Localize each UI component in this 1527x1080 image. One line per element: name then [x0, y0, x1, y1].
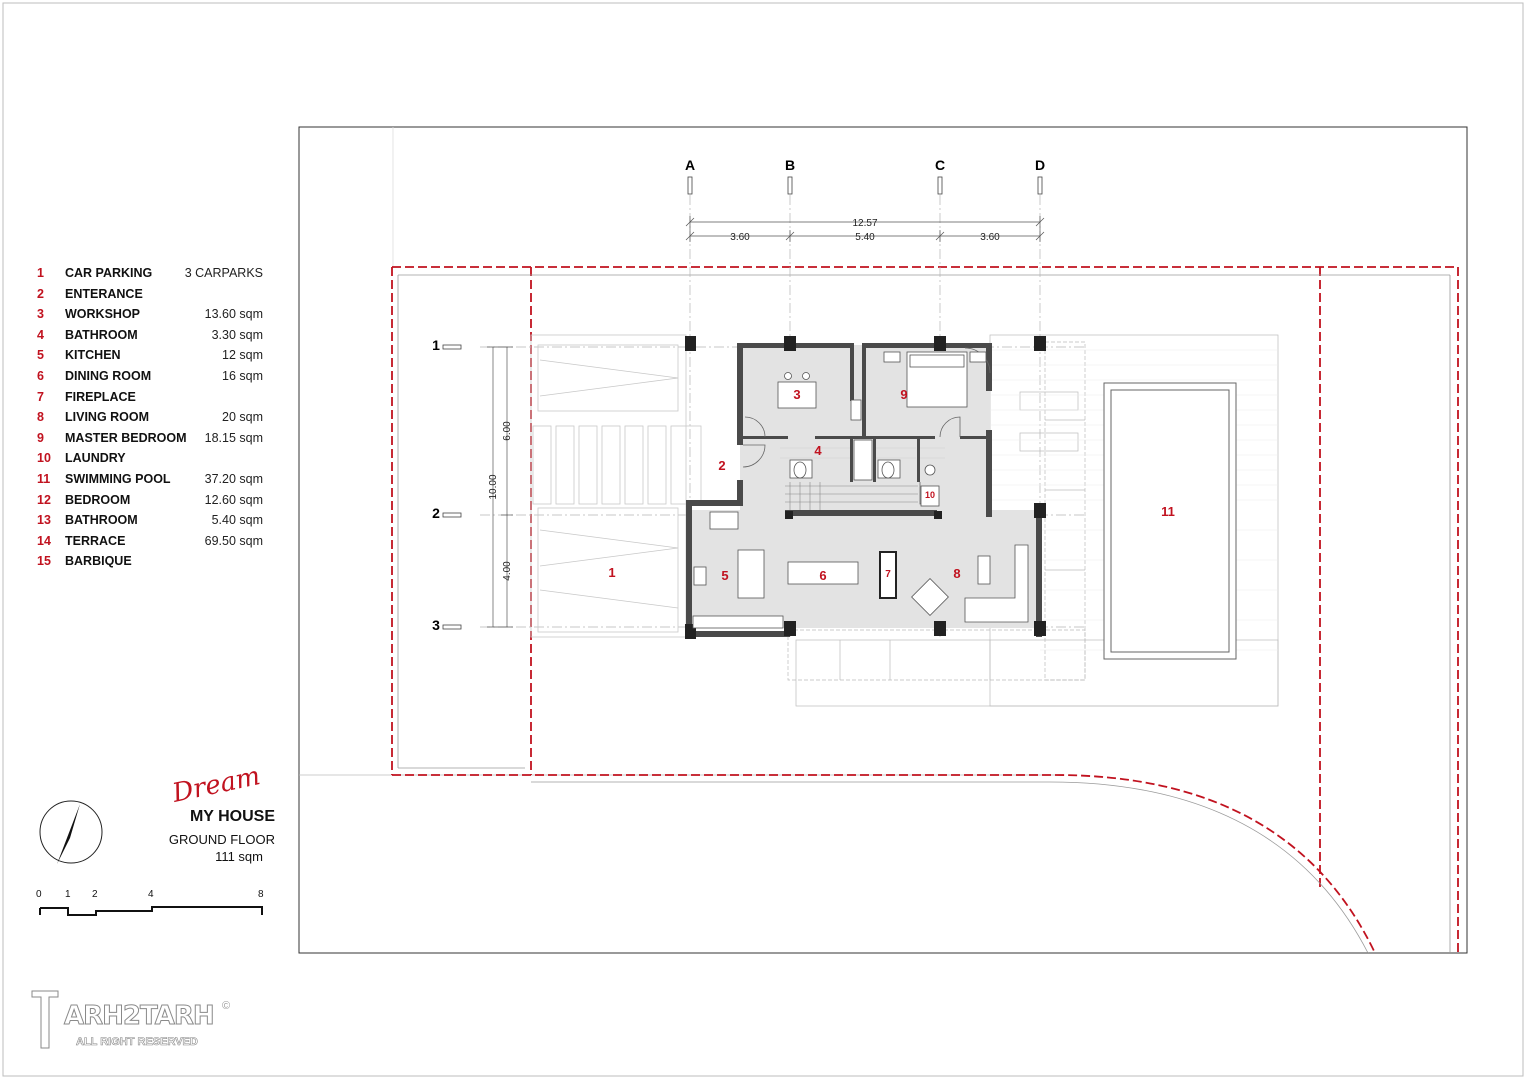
scale-bar [40, 907, 262, 915]
legend-room-name: TERRACE [65, 533, 126, 548]
legend-number: 5 [37, 348, 44, 363]
grid-label-b: B [784, 157, 796, 173]
dim-side-total: 10.00 [488, 474, 499, 500]
room-tag-kitchen: 5 [721, 568, 729, 583]
legend-number: 6 [37, 368, 44, 383]
grid-label-d: D [1034, 157, 1046, 173]
legend-number: 7 [37, 389, 44, 404]
room-tag-master-bedroom: 9 [900, 387, 908, 402]
legend-item [37, 387, 267, 408]
legend-room-area: 18.15 sqm [204, 430, 263, 445]
legend-room-area: 37.20 sqm [204, 471, 263, 486]
legend-item [37, 490, 267, 511]
legend-item [37, 366, 267, 387]
legend-room-name: ENTERANCE [65, 286, 143, 301]
legend-item [37, 263, 267, 284]
title-name: MY HOUSE [189, 808, 275, 825]
legend-item [37, 448, 267, 469]
legend-room-name: LIVING ROOM [65, 410, 150, 425]
legend-room-name: SWIMMING POOL [65, 471, 171, 486]
legend-item [37, 304, 267, 325]
legend-item [37, 428, 267, 449]
legend-item [37, 551, 267, 572]
dim-top-bc: 5.40 [855, 232, 875, 243]
room-tag-entrance: 2 [718, 458, 726, 473]
legend-room-area: 5.40 sqm [211, 513, 263, 528]
scale-label-2: 2 [92, 889, 98, 900]
legend-room-area: 3.30 sqm [211, 327, 263, 342]
watermark-rights: ALL RIGHT RESERVED [76, 1036, 198, 1048]
legend-room-name: LAUNDRY [65, 451, 126, 466]
legend-room-name: BATHROOM [65, 513, 138, 528]
legend-number: 14 [37, 533, 51, 548]
legend-number: 8 [37, 410, 44, 425]
room-tag-parking: 1 [608, 565, 616, 580]
dim-side-lower: 4.00 [502, 561, 513, 581]
legend-item [37, 284, 267, 305]
dim-side-upper: 6.00 [502, 421, 513, 441]
room-tag-bathroom: 4 [814, 443, 822, 458]
watermark-t-icon [30, 988, 60, 1050]
room-tag-laundry: 10 [924, 490, 936, 500]
legend-room-name: BARBIQUE [65, 554, 132, 569]
legend-room-name: CAR PARKING [65, 266, 153, 280]
scale-label-4: 4 [148, 889, 154, 900]
grid-label-c: C [934, 157, 946, 173]
legend-number: 11 [37, 471, 51, 486]
title-floor: GROUND FLOOR [168, 832, 275, 847]
scale-label-0: 0 [36, 889, 42, 900]
room-tag-living: 8 [953, 566, 961, 581]
legend-room-name: DINING ROOM [65, 368, 152, 383]
legend-room-area: 3 CARPARKS [184, 266, 263, 280]
legend-room-name: FIREPLACE [65, 389, 136, 404]
room-tag-pool: 11 [1161, 504, 1175, 519]
north-arrow [40, 801, 102, 864]
legend-item [37, 531, 267, 552]
legend-item [37, 407, 267, 428]
legend-room-area: 12.60 sqm [204, 492, 263, 507]
legend-room-name: KITCHEN [65, 348, 121, 363]
dim-top-total: 12.57 [852, 218, 878, 229]
room-legend [37, 263, 267, 572]
legend-item [37, 345, 267, 366]
legend-number: 13 [37, 513, 51, 528]
legend-room-area: 13.60 sqm [204, 307, 263, 322]
legend-number: 10 [37, 451, 51, 466]
watermark-copyright: © [222, 1000, 231, 1012]
legend-number: 12 [37, 492, 51, 507]
legend-room-name: BATHROOM [65, 327, 138, 342]
legend-number: 15 [37, 554, 51, 569]
legend-number: 3 [37, 307, 44, 322]
swimming-pool [1104, 383, 1236, 659]
legend-item [37, 510, 267, 531]
legend-room-area: 12 sqm [222, 348, 263, 363]
dim-top-ab: 3.60 [730, 232, 750, 243]
room-tag-workshop: 3 [793, 387, 801, 402]
grid-label-3: 3 [432, 617, 440, 633]
legend-item [37, 325, 267, 346]
legend-room-name: MASTER BEDROOM [65, 430, 187, 445]
legend-room-area: 20 sqm [222, 410, 263, 425]
dim-top-cd: 3.60 [980, 232, 1000, 243]
legend-item [37, 469, 267, 490]
legend-room-name: BEDROOM [65, 492, 131, 507]
watermark-logo [30, 985, 240, 1055]
title-area: 111 sqm [215, 849, 263, 864]
legend-number: 1 [37, 266, 44, 280]
scale-label-1: 1 [65, 889, 71, 900]
legend-number: 4 [37, 327, 44, 342]
scale-label-8: 8 [258, 889, 264, 900]
legend-room-area: 16 sqm [222, 368, 263, 383]
title-script: Dream [169, 761, 263, 809]
grid-label-2: 2 [432, 505, 440, 521]
room-tag-fireplace: 7 [885, 569, 891, 580]
legend-room-area: 69.50 sqm [204, 533, 263, 548]
grid-label-a: A [684, 157, 696, 173]
room-tag-dining: 6 [819, 568, 827, 583]
grid-label-1: 1 [432, 337, 440, 353]
legend-room-name: WORKSHOP [65, 307, 140, 322]
watermark-brand: ARH2TARH [64, 1001, 214, 1031]
legend-number: 9 [37, 430, 44, 445]
legend-number: 2 [37, 286, 44, 301]
